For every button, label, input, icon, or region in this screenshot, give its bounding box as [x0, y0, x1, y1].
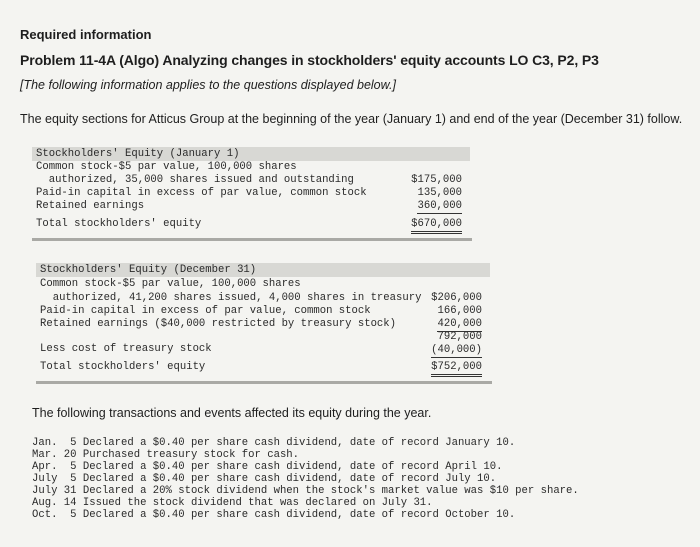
list-item: [32, 461, 502, 474]
table-row-label: authorized, 35,000 shares issued and outstanding: [36, 174, 354, 186]
intro-paragraph: The equity sections for Atticus Group at the beginning of the year (January 1) and end of the year (December 31) follow.: [20, 112, 683, 126]
divider: [36, 381, 492, 384]
transaction-date: July 5: [32, 473, 77, 485]
table-value: 792,000: [437, 331, 482, 343]
table-row-label: Paid-in capital in excess of par value, common stock: [40, 305, 371, 317]
table-row-label: authorized, 41,200 shares issued, 4,000 shares in treasury: [40, 292, 422, 304]
table-value: 135,000: [417, 187, 462, 199]
transaction-date: Apr. 5: [32, 461, 77, 473]
transactions-intro: The following transactions and events affected its equity during the year.: [32, 406, 432, 420]
table-value: $175,000: [411, 174, 462, 186]
list-item: [32, 473, 496, 486]
list-item: [32, 449, 299, 462]
table-value: 360,000: [417, 200, 462, 212]
transaction-text: Declared a $0.40 per share cash dividend, date of record July 10.: [82, 473, 497, 485]
list-item: [32, 497, 433, 510]
transaction-text: Declared a 20% stock dividend when the stock's market value was $10 per share.: [82, 485, 579, 497]
table-row-label: Total stockholders' equity: [36, 218, 202, 230]
table-value: (40,000): [431, 344, 482, 356]
transaction-text: Purchased treasury stock for cash.: [82, 449, 300, 461]
table-title: Stockholders' Equity (December 31): [40, 264, 257, 276]
list-item: [32, 437, 515, 450]
info-note: [The following information applies to the questions displayed below.]: [20, 78, 396, 92]
table-row-label: Common stock-$5 par value, 100,000 shares: [36, 161, 297, 173]
transaction-date: Jan. 5: [32, 437, 77, 449]
transaction-date: Mar. 20: [32, 449, 77, 461]
table-row-label: Total stockholders' equity: [40, 361, 206, 373]
table-value-total: $752,000: [431, 361, 482, 377]
list-item: [32, 485, 579, 498]
list-item: [32, 509, 515, 522]
table-row-label: Less cost of treasury stock: [40, 343, 212, 355]
transaction-text: Declared a $0.40 per share cash dividend, date of record October 10.: [82, 509, 516, 521]
table-value: 166,000: [437, 305, 482, 317]
transaction-text: Issued the stock dividend that was declared on July 31.: [82, 497, 433, 509]
transaction-date: Aug. 14: [32, 497, 77, 509]
table-value: $206,000: [431, 292, 482, 304]
table-row-label: Common stock-$5 par value, 100,000 shares: [40, 278, 301, 290]
divider: [32, 238, 472, 241]
problem-title: Problem 11-4A (Algo) Analyzing changes in stockholders' equity accounts LO C3, P2, P3: [20, 52, 599, 68]
table-title: Stockholders' Equity (January 1): [36, 148, 240, 160]
table-row-label: Paid-in capital in excess of par value, common stock: [36, 187, 367, 199]
transaction-date: Oct. 5: [32, 509, 77, 521]
table-row-label: Retained earnings ($40,000 restricted by treasury stock): [40, 318, 397, 330]
required-information-heading: Required information: [20, 27, 152, 42]
table-row-label: Retained earnings: [36, 200, 145, 212]
table-value: 420,000: [437, 318, 482, 330]
transaction-text: Declared a $0.40 per share cash dividend, date of record January 10.: [82, 437, 516, 449]
table-value-total: $670,000: [411, 218, 462, 234]
transaction-date: July 31: [32, 485, 77, 497]
transaction-text: Declared a $0.40 per share cash dividend, date of record April 10.: [82, 461, 503, 473]
